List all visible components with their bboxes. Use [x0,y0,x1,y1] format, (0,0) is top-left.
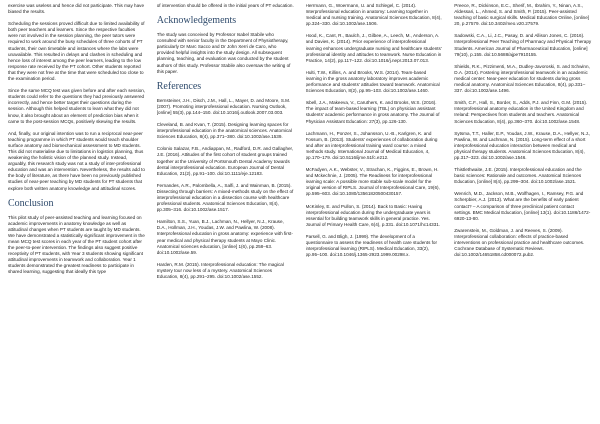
reference-item: McFadyen, A.K., Webster, V., Strachan, K., Figgins, E., Brown, H. and Mckechnie, J. (2005). The Readiness for interprofessional learning scale: A possible more stable sub-scale model for the original version of RIPLS. Journal of Interprofessional Care, 19(6), pp.595–603. doi:10.1080/13561820500430157. [305,167,440,197]
reference-item: Sytsma, T.T., Haller, E.P., Youdas, J.W., Krause, D.A., Hellyer, N.J., Pawlina, W. and Lachman, N. (2015). Long-term effect of a short interprofessional education interaction between medical and physical therapy students. Anatomical Sciences Education, 8(4), pp.317–323. doi:10.1002/ase.1546. [454,130,591,160]
reference-item: Harden, R.M. (2015). Interprofessional education: The magical mystery tour now less of a mystery. Anatomical Sciences Education, 8(4), pp.291–295. doi:10.1002/ase.1552. [156,261,284,279]
reference-item: Lachmann, H., Ponzer, S., Johansson, U.-B., Karlgren, K. and Fossum, B. (2013). Students' experiences of collaboration during and after an interprofessional training ward course: a mixed methods study. International Journal of Medical Education, 4, pp.170–179. doi:10.5116/ijme.51fc.e212. [305,130,438,160]
reference-item: Parsell, G. and Bligh, J. (1999). The development of a questionnaire to assess the readiness of health care students for interprofessional learning (RIPLS). Medical Education, 33(2), pp.95–100. doi:10.1046/j.1365-2923.1999.00298.x. [305,233,438,258]
reference-item: Fernandes, A.R., Palombella, A., Salfi, J. and Wainman, B. (2015). Dissecting through barriers: A mixed-methods study on the effect of interprofessional education in a dissection course with healthcare professional students. Anatomical Sciences Education, 8(4), pp.305–316. doi:10.1002/ase.1517. [156,182,294,213]
reference-item: Sadowski, C.A., Li, J.C., Pasay, D. and Allison Jones, C. (2016). Interprofessional Peer Teaching of Pharmacy and Physical Therapy Students. American Journal of Pharmaceutical Education, [online] 79(10), p.155. doi:10.5688/ajpe7910155. [454,33,592,57]
reference-item: Thistlethwaite, J.E. (2015). Interprofessional education and the basic sciences: Rationale and outcomes. Anatomical Sciences Education, [online] 8(4), pp.299–304. doi:10.1002/ase.1521. [454,167,582,185]
column-2 [157,3,295,424]
paragraph: Scheduling the sessions proved difficult due to limited availability of both peer teachers and learners. Since the respective faculties were not involved in the session planning, the peer tutors were required to work around the busy schedules of three cohorts of PT students, their own timetable and instances where the labs were unavailable. This resulted in delays and clashes in scheduling and hence loss of interest among the peer learners, leading to the low response rate received by the PT cohort. Other students reported that they were not free at the time that were scheduled too close to the examination period. [8,21,145,82]
reference-item: Preece, R., Dickinson, E.C., Sherif, M., Ibrahim, Y., Ninan, A.S., Aldessari, L., Ahmed, S. and Smith, P. (2015). Peer-assisted teaching of basic surgical skills. Medical Education Online, [online] 20, p.27579. doi:10.3402/meo.v20.27579. [454,3,590,27]
reference-item: Colonio Salazar, F.B., Andiappan, M., Radford, D.R. and Gallagher, J.E. (2016). Attitudes of the first cohort of student groups trained together at the University of Portsmouth Dental Academy towards dental interprofessional education. European Journal of Dental Education, 21(2), pp.91–100. doi:10.1111/eje.12183. [156,146,294,176]
reference-item: Isbell, J.A., Makeeva, V., Caruthers, K. and Brooks, W.S. (2016). The impact of team-based learning (TBL) on physician assistant students' academic performance in gross anatomy. The Journal of Physician Assistant Education: 27(3), pp.126-130. [305,100,440,124]
section-heading-acknowledgements: Acknowledgements [156,15,237,27]
reference-item: Wenrich, M.D., Jackson, M.B., Wolfhagen, I., Ramsey, P.G. and Scherpbier, A.J. (2013). What are the benefits of early patient contact? – A comparison of three preclinical patient contact settings. BMC Medical Education, [online] 13(1). doi:10.1186/1472-6920-13-80. [454,191,591,221]
reference-item: Zwarenstein, M., Goldman, J. and Reeves, S. (2009). Interprofessional collaboration: effects of practice-based interventions on professional practice and healthcare outcomes. Cochrane Database of Systematic Reviews. doi:10.1002/14651858.cd000072.pub2. [454,227,585,258]
paragraph: The study was conceived by Professor Isabel Stabile who consulted with senior faculty in the Department of Physiotherapy, particularly Dr Marc Sacco and Dr John Xerri de Caro, who provided helpful insights into the study design. All subsequent planning, teaching, and evaluation was conducted by the student authors of this study. Professor Stabile also oversaw the writing of this paper. [156,32,291,74]
column-1 [8,3,146,424]
column-4 [454,3,592,424]
reference-item: Shields, R.K., Pizzimenti, M.A., Dudley-Javoroski, S. and Schwinn, D.A. (2014). Fostering interprofessional teamwork in an academic medical center: Near-peer education for students during gross medical anatomy. Anatomical Sciences Education, 8(4), pp.331–337. doi:10.1002/ase.1496. [454,63,590,94]
reference-item: Herrmann, G., Woermann, U. and Schlegel, C. (2014). Interprofessional education in anatomy: Learning together in medical and nursing training. Anatomical Sciences Education, 8(4), pp.324–330. doi:10.1002/ase.1506. [305,3,442,27]
section-heading-references: References [156,80,202,92]
reference-item: Smith, C.F., Hall, S., Border, S., Adds, P.J. and Finn, G.M. (2015). Interprofessional anatomy education in the United Kingdom and Ireland: Perspectives from students and teachers. Anatomical Sciences Education, 8(4), pp.360–370. doi:10.1002/ase.1548. [454,100,588,124]
paragraph: And, finally, our original intention was to run a reciprocal near-peer teaching programme in which PT students would teach shoulder surface anatomy and biomechanical assessment to MD students. This did not materialise due to limitations in logistics planning, thus weakening the holistic vision of the planned study. Instead, arguably, this research study was not a study of inter-professional education and was an intervention. Nevertheless, the results add to the body of literature, as there have been no previously published studies of near-peer teaching by MD students for PT students that explore both written anatomy knowledge and attitudinal scores. [8,130,145,191]
paragraph: of intervention should be offered in the initial years of PT education. [156,3,294,8]
paragraph: This pilot study of peer-assisted teaching and learning focused on academic improvements in anatomy knowledge as well as attitudinal changes when PT students are taught by MD students. We have demonstrated a statistically significant improvement in the mean MCQ test scores in each year of the PT student cohort after the peer-to-peer intervention. The findings also suggest positive receptivity of PT students, with Year 3 students showing significant attitudinal improvements in teamwork and collaboration. Year 1 students demonstrated the greatest readiness to participate in shared learning, suggesting that ideally this type [8,214,145,275]
reference-item: Bernsteiner, J.H., Disch, J.M., Hall, L., Mayer, D. and Moore, S.M. (2007). Promoting interprofessional education. Nursing Outlook, [online] 55(3), pp.144–150. doi:10.1016/j.outlook.2007.03.003. [156,97,291,115]
reference-item: McKinley, E. and Pullon, S. (2014). Back to Basic: Having interprofessional education during the undergraduate years is essential for building teamwork skills in general practice. Yes. Journal of Primary Health Care, 6(4), p.331. doi:10.1071/hc14331. [305,203,441,227]
reference-item: Hamilton, S.S., Yuan, B.J., Lachman, N., Hellyer, N.J., Krause, D.A., Hollman, J.H., Youdas, J.W. and Pawlina, W. (2008). Interprofessional education in gross anatomy: experience with first-year medical and physical therapy students at Mayo Clinic. Anatomical sciences education, [online] 1(6), pp.258–63. doi:10.1002/ase.59. [156,219,293,255]
column-3 [306,3,444,424]
paragraph: exercise was useless and hence did not participate. This may have biased the results. [8,3,145,15]
reference-item: Hulti, T.W., Killins, A. and Brooks, W.S. (2014). Team-based learning in the gross anatomy laboratory improves academic performance and students' attitudes toward teamwork. Anatomical Sciences Education, 8(2), pp.95–103. doi:10.1002/ase.1460. [305,69,440,94]
section-heading-conclusion: Conclusion [8,197,54,209]
reference-item: Cleveland, B. and Kvan, T. (2015). Designing learning spaces for interprofessional education in the anatomical sciences. Anatomical Sciences Education, 8(4), pp.371–380. doi:10.1002/ase.1539. [156,122,292,140]
reference-item: Hood, K., Cant, R., Baulch, J., Gilbee, A., Leech, M., Anderson, A. and Davies, K. (2014). Prior experience of interprofessional learning enhances undergraduate nursing and healthcare students' professional identity and attitudes to teamwork. Nurse Education in Practice, 14(2), pp.117–122. doi:10.1016/j.nepr.2013.07.013. [305,33,442,63]
paragraph: Since the same MCQ test was given before and after each session, students could refer to the questions they had previously answered incorrectly, and hence better target their questions during the session. Although this helped students to learn what they did not know, it also brought about an element of prediction bias when it came to the post-session MCQs, positively skewing the results. [8,88,146,124]
